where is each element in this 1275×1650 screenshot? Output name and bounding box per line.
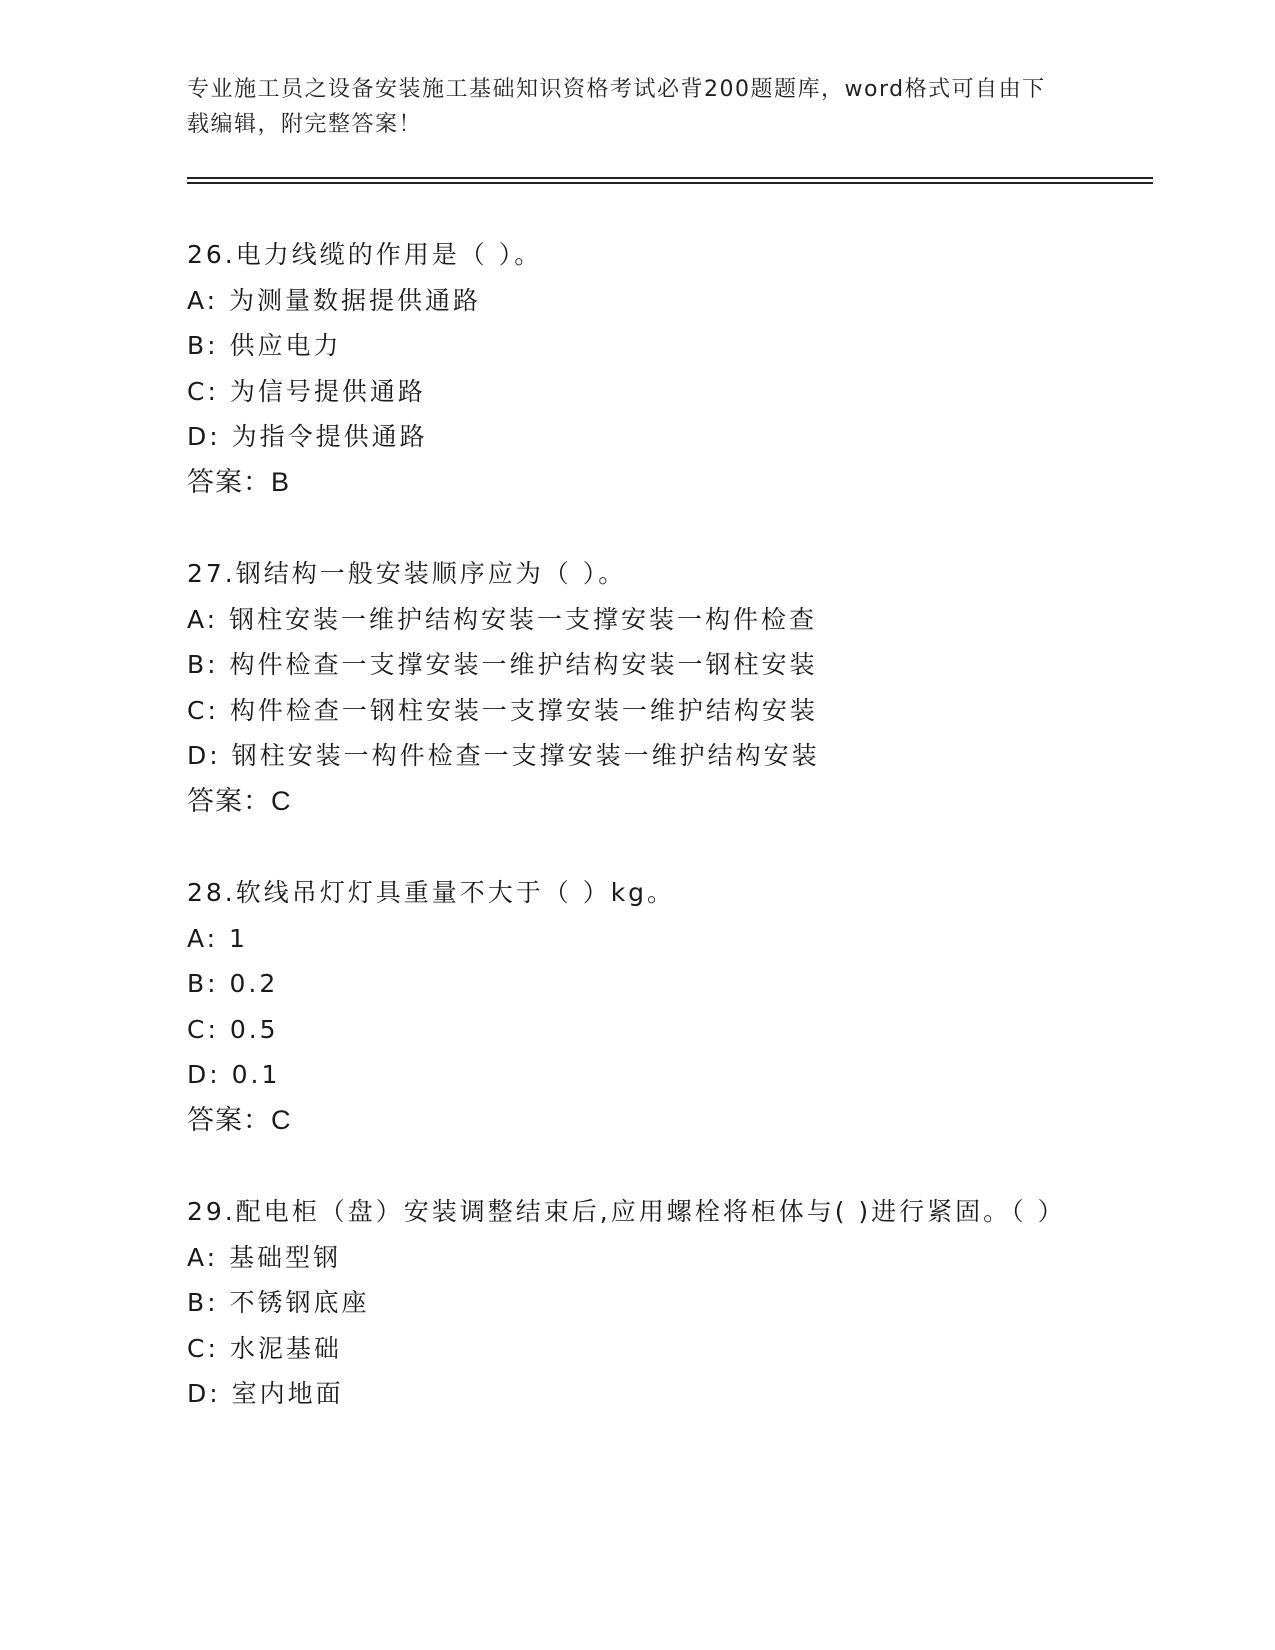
answer-line: 答案：C — [187, 785, 292, 816]
option-c: C: 构件检查一钢柱安装一支撑安装一维护结构安装 — [187, 695, 818, 725]
option-d: D: 为指令提供通路 — [187, 422, 428, 451]
option-b: B: 0.2 — [187, 969, 279, 998]
answer-line: 答案：B — [187, 466, 291, 497]
option-a: A: 为测量数据提供通路 — [187, 285, 482, 315]
question-stem: 28.软线吊灯灯具重量不大于（ ）kg。 — [187, 878, 676, 907]
question-27 — [187, 551, 1087, 824]
question-26 — [187, 232, 1087, 505]
option-c: C: 水泥基础 — [187, 1333, 342, 1363]
question-stem: 27.钢结构一般安装顺序应为（ ）。 — [187, 559, 627, 588]
option-b: B: 供应电力 — [187, 331, 342, 360]
option-c: C: 为信号提供通路 — [187, 376, 426, 406]
option-b: B: 构件检查一支撑安装一维护结构安装一钢柱安装 — [187, 650, 818, 679]
document-header: 专业施工员之设备安装施工基础知识资格考试必背200题题库，word格式可自由下载编辑，附完整答案！ — [187, 77, 1046, 137]
option-a: A: 钢柱安装一维护结构安装一支撑安装一构件检查 — [187, 604, 818, 634]
header-rule-top — [187, 177, 1153, 179]
option-c: C: 0.5 — [187, 1014, 279, 1044]
question-29 — [187, 1189, 1087, 1417]
option-b: B: 不锈钢底座 — [187, 1288, 370, 1317]
answer-line: 答案：C — [187, 1104, 292, 1135]
option-d: D: 0.1 — [187, 1060, 281, 1089]
question-stem: 29.配电柜（盘）安装调整结束后,应用螺栓将柜体与( )进行紧固。（ ） — [187, 1197, 1066, 1226]
question-stem: 26.电力线缆的作用是（ ）。 — [187, 240, 543, 269]
option-d: D: 室内地面 — [187, 1379, 344, 1408]
question-28 — [187, 870, 1087, 1143]
option-a: A: 1 — [187, 923, 248, 953]
option-d: D: 钢柱安装一构件检查一支撑安装一维护结构安装 — [187, 741, 820, 770]
header-rule-bottom — [187, 182, 1153, 184]
option-a: A: 基础型钢 — [187, 1242, 342, 1272]
